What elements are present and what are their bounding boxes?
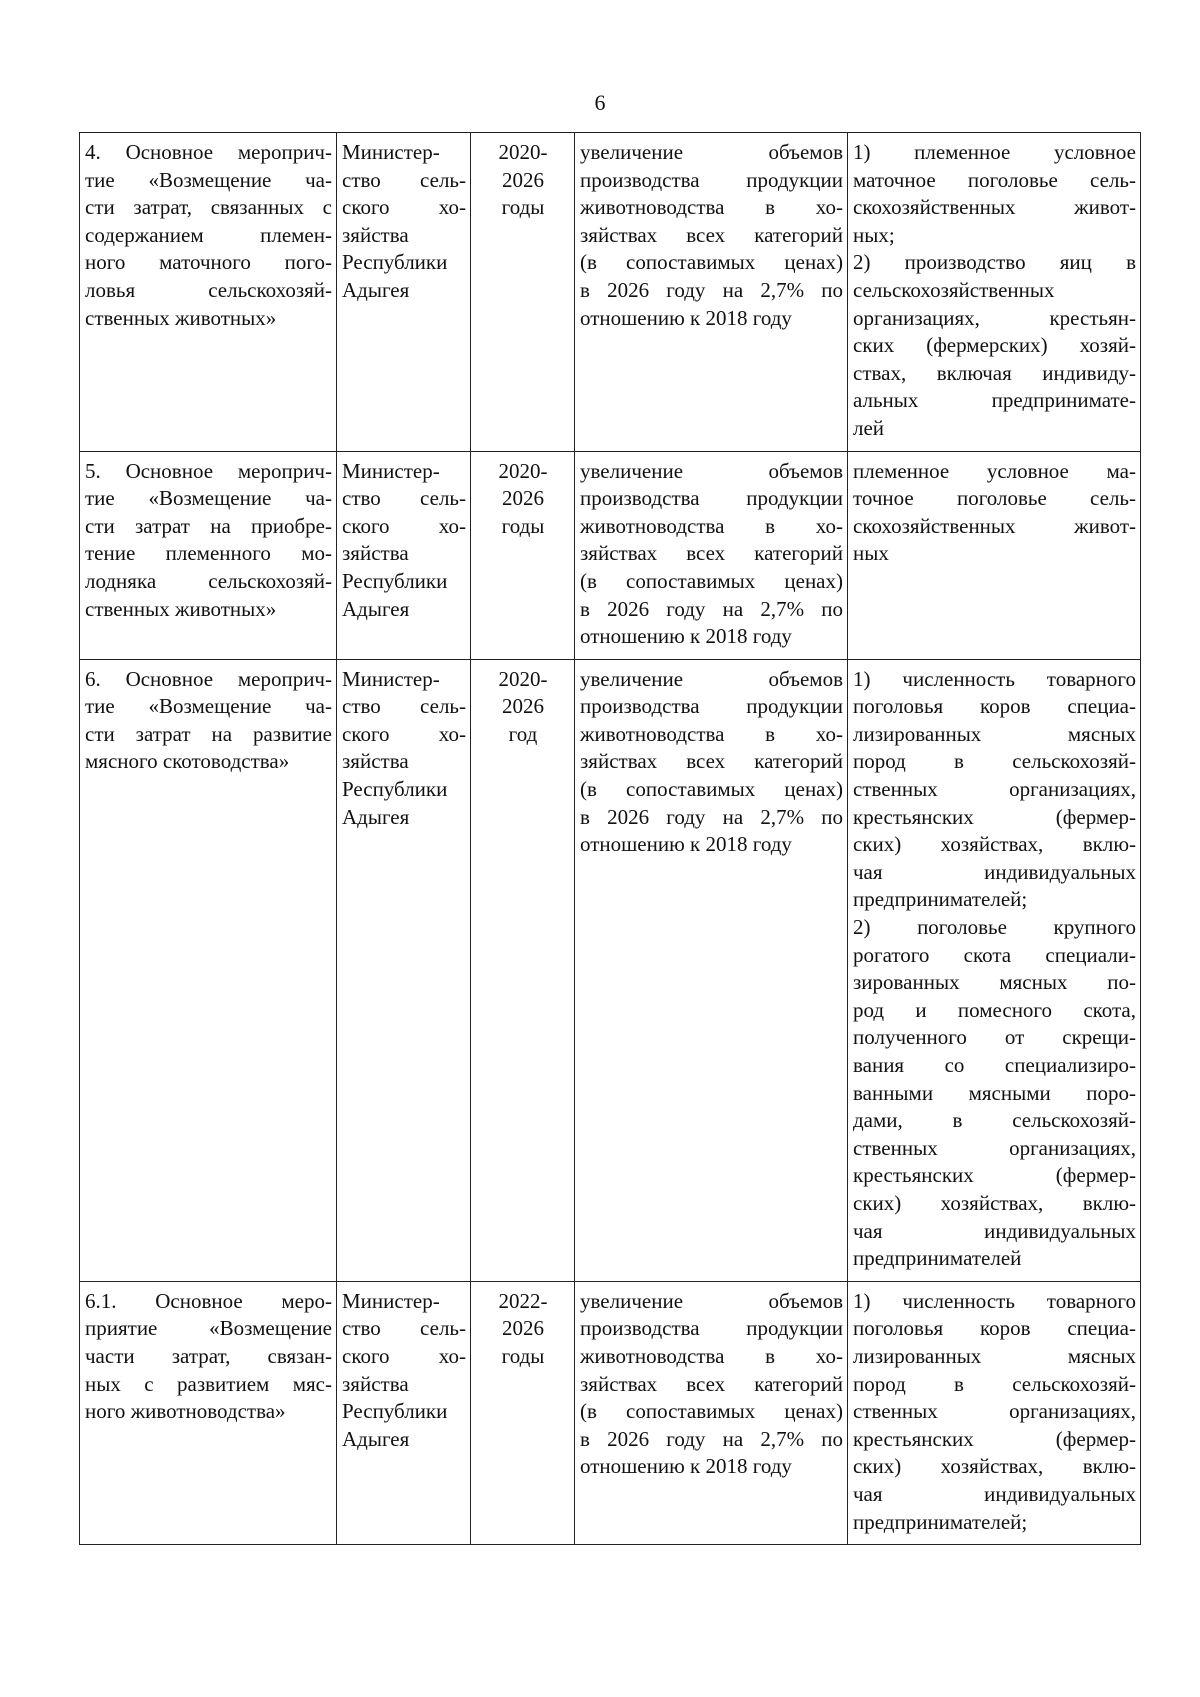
indicator-line: рогатого скота специали- [853,942,1136,967]
indicator-line: лей [853,415,885,440]
result-line: животноводства в хо- [580,195,843,220]
result-line: зяйствах всех категорий [580,1371,843,1396]
measure-line: сти затрат на приобре- [85,513,332,538]
indicator-line: ных [853,541,889,566]
measure-line: ных с развитием мяс- [85,1371,332,1396]
executor-line: зяйства [342,1371,409,1396]
indicator-line: скохозяйственных живот- [853,513,1136,538]
table-row [80,1281,1141,1544]
indicator-line: ных; [853,222,895,247]
measure-line: тие «Возмещение ча- [85,486,332,511]
executor-cell [337,451,471,659]
measure-cell [80,133,337,452]
result-line: зяйствах всех категорий [580,749,843,774]
executor-line: Республики [342,777,448,802]
indicator-line: предпринимателей; [853,887,1028,912]
result-line: в 2026 году на 2,7% по [580,804,843,829]
period-line: 2026 [502,1316,544,1341]
indicator-line: вания со специализиро- [853,1053,1136,1077]
executor-line: Министер- [342,1288,440,1313]
indicator-line: ванными мясными поро- [853,1080,1136,1105]
measure-line: 6. Основное мероприч- [85,666,332,691]
indicator-line: пород в сельскохозяй- [853,749,1136,774]
indicator-line: скохозяйственных живот- [853,195,1136,220]
measure-line: ного животноводства» [85,1399,286,1424]
executor-line: Адыгея [342,277,410,302]
period-line: 2020- [498,140,548,164]
measure-line: 4. Основное мероприч- [85,140,332,164]
table-row [80,451,1141,659]
indicator-line: полученного от скрещи- [853,1025,1136,1050]
measure-line: части затрат, связан- [85,1343,332,1368]
result-line: производства продукции [580,167,843,192]
indicator-line: дами, в сельскохозяй- [853,1108,1136,1133]
executor-cell [337,1281,471,1544]
indicator-line: ских) хозяйствах, вклю- [853,1190,1136,1215]
measure-cell [80,451,337,659]
executor-cell [337,659,471,1281]
period-line: 2026 [502,167,544,192]
executor-line: Республики [342,568,448,593]
result-cell [575,659,848,1281]
indicators-cell [848,451,1141,659]
result-line: увеличение объемов [580,666,843,691]
measure-line: ственных животных» [85,596,277,621]
result-line: в 2026 году на 2,7% по [580,1426,843,1451]
result-line: зяйствах всех категорий [580,541,843,566]
measure-line: ного маточного пого- [85,250,332,275]
measures-table-body [80,133,1141,1545]
indicator-line: лизированных мясных [853,721,1136,746]
result-cell [575,1281,848,1544]
indicator-line: 1) племенное условное [853,140,1136,164]
period-line: 2020- [498,458,548,483]
result-line: (в сопоставимых ценах) [580,1399,843,1424]
measure-line: тие «Возмещение ча- [85,694,332,719]
executor-line: зяйства [342,541,409,566]
indicator-line: 2) производство яиц в [853,250,1136,275]
measure-cell [80,659,337,1281]
measure-line: сти затрат на развитие [85,721,332,746]
result-line: животноводства в хо- [580,513,843,538]
indicator-line: ских) хозяйствах, вклю- [853,832,1136,857]
measures-table [79,132,1141,1545]
indicator-line: ских) хозяйствах, вклю- [853,1454,1136,1479]
indicator-line: предпринимателей; [853,1509,1028,1534]
indicator-line: зированных мясных по- [853,970,1136,995]
executor-line: ство сель- [342,167,466,192]
indicator-line: 1) численность товарного [853,1288,1136,1313]
indicators-cell [848,133,1141,452]
result-line: в 2026 году на 2,7% по [580,596,843,621]
result-line: в 2026 году на 2,7% по [580,277,843,302]
executor-line: Республики [342,250,448,275]
measure-line: содержанием племен- [85,222,332,247]
result-line: производства продукции [580,694,843,719]
indicator-line: ственных организациях, [853,1135,1136,1160]
indicator-line: ственных организациях, [853,777,1136,802]
result-line: (в сопоставимых ценах) [580,777,843,802]
indicator-line: племенное условное ма- [853,458,1136,483]
executor-line: ского хо- [342,513,466,538]
period-line: 2022- [498,1288,548,1313]
indicators-cell [848,659,1141,1281]
executor-line: Адыгея [342,804,410,829]
period-line: 2026 [502,486,544,511]
period-line: 2020- [498,666,548,691]
executor-line: ского хо- [342,721,466,746]
indicator-line: крестьянских (фермер- [853,804,1136,829]
indicator-line: чая индивидуальных [853,1218,1136,1243]
result-line: (в сопоставимых ценах) [580,568,843,593]
indicator-line: чая индивидуальных [853,859,1136,884]
result-line: отношению к 2018 году [580,624,792,649]
indicator-line: крестьянских (фермер- [853,1163,1136,1188]
period-cell [471,1281,575,1544]
result-line: увеличение объемов [580,140,843,164]
indicator-line: ственных организациях, [853,1399,1136,1424]
indicator-line: пород в сельскохозяй- [853,1371,1136,1396]
measure-line: ловья сельскохозяй- [85,277,332,302]
indicator-line: сельскохозяйственных [853,277,1055,302]
measure-line: приятие «Возмещение [85,1316,332,1341]
executor-line: Адыгея [342,1426,410,1451]
result-line: животноводства в хо- [580,1343,843,1368]
measure-line: сти затрат, связанных с [85,195,332,220]
table-row [80,133,1141,452]
result-line: производства продукции [580,1316,843,1341]
period-line: годы [501,195,545,220]
indicator-line: лизированных мясных [853,1343,1136,1368]
result-line: животноводства в хо- [580,721,843,746]
executor-line: Республики [342,1399,448,1424]
indicator-line: организациях, крестьян- [853,305,1136,330]
result-line: отношению к 2018 году [580,832,792,857]
executor-line: ство сель- [342,1316,466,1341]
indicator-line: альных предпринимате- [853,388,1136,413]
result-line: (в сопоставимых ценах) [580,250,843,275]
measure-line: ственных животных» [85,305,277,330]
period-cell [471,659,575,1281]
period-line: годы [501,1343,545,1368]
period-cell [471,133,575,452]
indicator-line: крестьянских (фермер- [853,1426,1136,1451]
indicators-cell [848,1281,1141,1544]
executor-line: Министер- [342,458,440,483]
measure-line: лодняка сельскохозяй- [85,568,332,593]
indicator-line: ских (фермерских) хозяй- [853,333,1136,358]
indicator-line: поголовья коров специа- [853,694,1136,719]
period-cell [471,451,575,659]
result-cell [575,133,848,452]
indicator-line: 2) поголовье крупного [853,915,1136,940]
result-line: отношению к 2018 году [580,1454,792,1479]
period-line: 2026 [502,694,544,719]
executor-cell [337,133,471,452]
result-line: увеличение объемов [580,458,843,483]
result-line: зяйствах всех категорий [580,222,843,247]
measure-cell [80,1281,337,1544]
period-line: годы [501,513,545,538]
indicator-line: маточное поголовье сель- [853,167,1136,192]
result-line: производства продукции [580,486,843,511]
executor-line: зяйства [342,749,409,774]
indicator-line: ствах, включая индивиду- [853,360,1136,385]
executor-line: Министер- [342,666,440,691]
measure-line: 5. Основное мероприч- [85,458,332,483]
measure-line: тие «Возмещение ча- [85,167,332,192]
indicator-line: чая индивидуальных [853,1481,1136,1506]
executor-line: ство сель- [342,486,466,511]
result-line: отношению к 2018 году [580,305,792,330]
indicator-line: поголовья коров специа- [853,1316,1136,1341]
executor-line: ского хо- [342,1343,466,1368]
executor-line: ского хо- [342,195,466,220]
indicator-line: точное поголовье сель- [853,486,1136,511]
page-number: 6 [594,90,606,115]
executor-line: Адыгея [342,596,410,621]
indicator-line: род и помесного скота, [853,997,1136,1022]
measure-line: 6.1. Основное меро- [85,1288,332,1313]
executor-line: зяйства [342,222,409,247]
period-line: год [508,721,538,746]
measure-line: тение племенного мо- [85,541,332,566]
table-row [80,659,1141,1281]
executor-line: Министер- [342,140,440,164]
result-cell [575,451,848,659]
indicator-line: предпринимателей [853,1246,1022,1271]
result-line: увеличение объемов [580,1288,843,1313]
indicator-line: 1) численность товарного [853,666,1136,691]
measure-line: мясного скотоводства» [85,749,290,774]
executor-line: ство сель- [342,694,466,719]
